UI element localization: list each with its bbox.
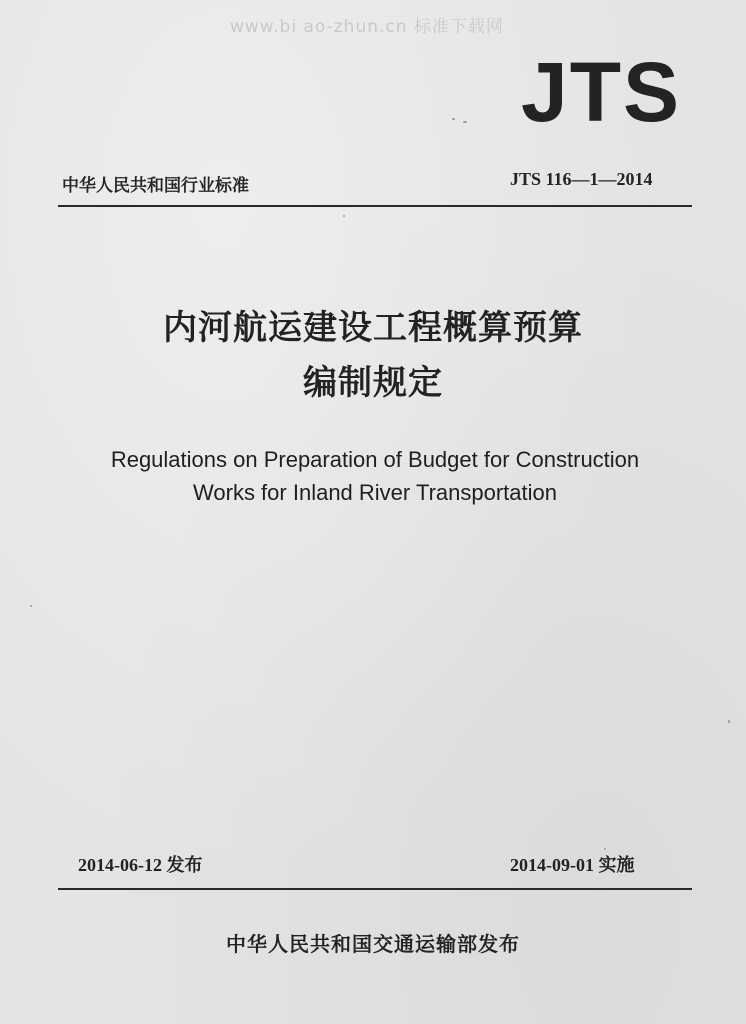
- standard-code: JTS 116—1—2014: [510, 169, 653, 189]
- issue-date: 2014-06-12 发布: [78, 855, 203, 875]
- standard-type: 中华人民共和国行业标准: [62, 176, 249, 196]
- scan-speck: [452, 118, 455, 120]
- bottom-divider: [58, 888, 692, 890]
- title-en-line1: Regulations on Preparation of Budget for Construction: [110, 447, 640, 472]
- watermark: www.bi ao-zhun.cn 标准下载网: [230, 17, 504, 37]
- title-en-line2: Works for Inland River Transportation: [193, 480, 557, 505]
- publisher: 中华人民共和国交通运输部发布: [226, 932, 520, 956]
- implementation-date: 2014-09-01 实施: [510, 855, 635, 875]
- jts-logo: JTS: [521, 45, 682, 139]
- scan-speck: [463, 121, 467, 123]
- title-cn-line2: 编制规定: [303, 363, 443, 403]
- scan-speck: [728, 720, 730, 723]
- scan-speck: [30, 605, 32, 607]
- title-cn-line1: 内河航运建设工程概算预算: [163, 308, 583, 348]
- top-divider: [58, 205, 692, 207]
- scan-speck: [604, 848, 606, 850]
- scan-speck: [343, 215, 345, 217]
